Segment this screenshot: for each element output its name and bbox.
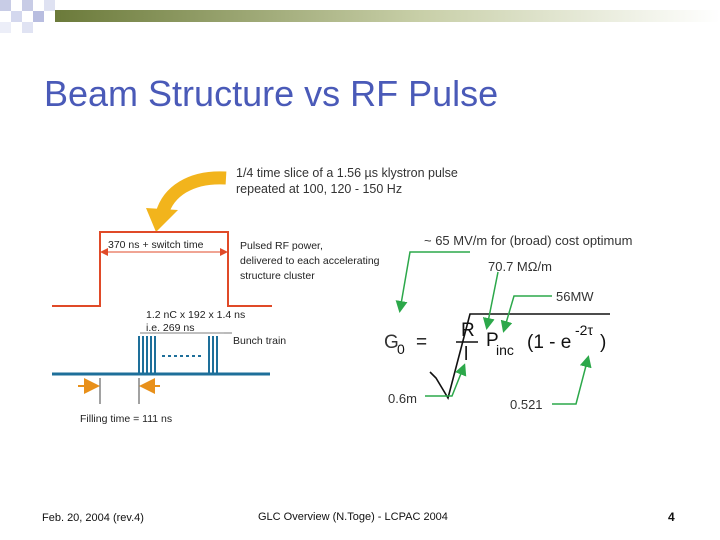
power-label: 56MW xyxy=(556,289,594,304)
rf-power-line1: Pulsed RF power, xyxy=(240,240,323,252)
eq-paren: (1 - e xyxy=(527,332,572,353)
rf-power-line3: structure cluster xyxy=(240,270,315,282)
eq-l: l xyxy=(464,344,469,365)
tau-label: 0.521 xyxy=(510,397,543,412)
slice-arrow-icon xyxy=(162,178,226,214)
eq-p-sub: inc xyxy=(496,342,514,358)
eq-r: R xyxy=(461,320,475,341)
eq-equals: = xyxy=(416,332,428,353)
footer-title: GLC Overview (N.Toge) - LCPAC 2004 xyxy=(258,511,448,523)
page-number: 4 xyxy=(668,510,675,524)
length-label: 0.6m xyxy=(388,391,417,406)
eq-p: P xyxy=(486,330,499,351)
charge-line2: i.e. 269 ns xyxy=(146,322,195,334)
footer-date: Feb. 20, 2004 (rev.4) xyxy=(42,512,144,524)
filling-time-label: Filling time = 111 ns xyxy=(80,413,173,425)
gradient-note: ~ 65 MV/m for (broad) cost optimum xyxy=(424,233,633,248)
charge-line1: 1.2 nC x 192 x 1.4 ns xyxy=(146,309,246,321)
eq-close: ) xyxy=(600,332,607,353)
shunt-impedance-label: 70.7 MΩ/m xyxy=(488,259,552,274)
slice-note-line2: repeated at 100, 120 - 150 Hz xyxy=(236,182,403,196)
slice-note-line1: 1/4 time slice of a 1.56 µs klystron pulse xyxy=(236,166,458,180)
eq-g: G xyxy=(384,332,399,353)
slice-arrow-head-icon xyxy=(146,208,178,232)
bunch-train-label: Bunch train xyxy=(233,335,287,347)
eq-exponent: -2τ xyxy=(575,322,593,338)
rf-power-line2: delivered to each accelerating xyxy=(240,255,380,267)
bunch-train xyxy=(139,336,217,374)
eq-g-sub: 0 xyxy=(397,341,405,357)
slide-title: Beam Structure vs RF Pulse xyxy=(44,73,499,114)
pulse-width-label: 370 ns + switch time xyxy=(108,239,204,251)
